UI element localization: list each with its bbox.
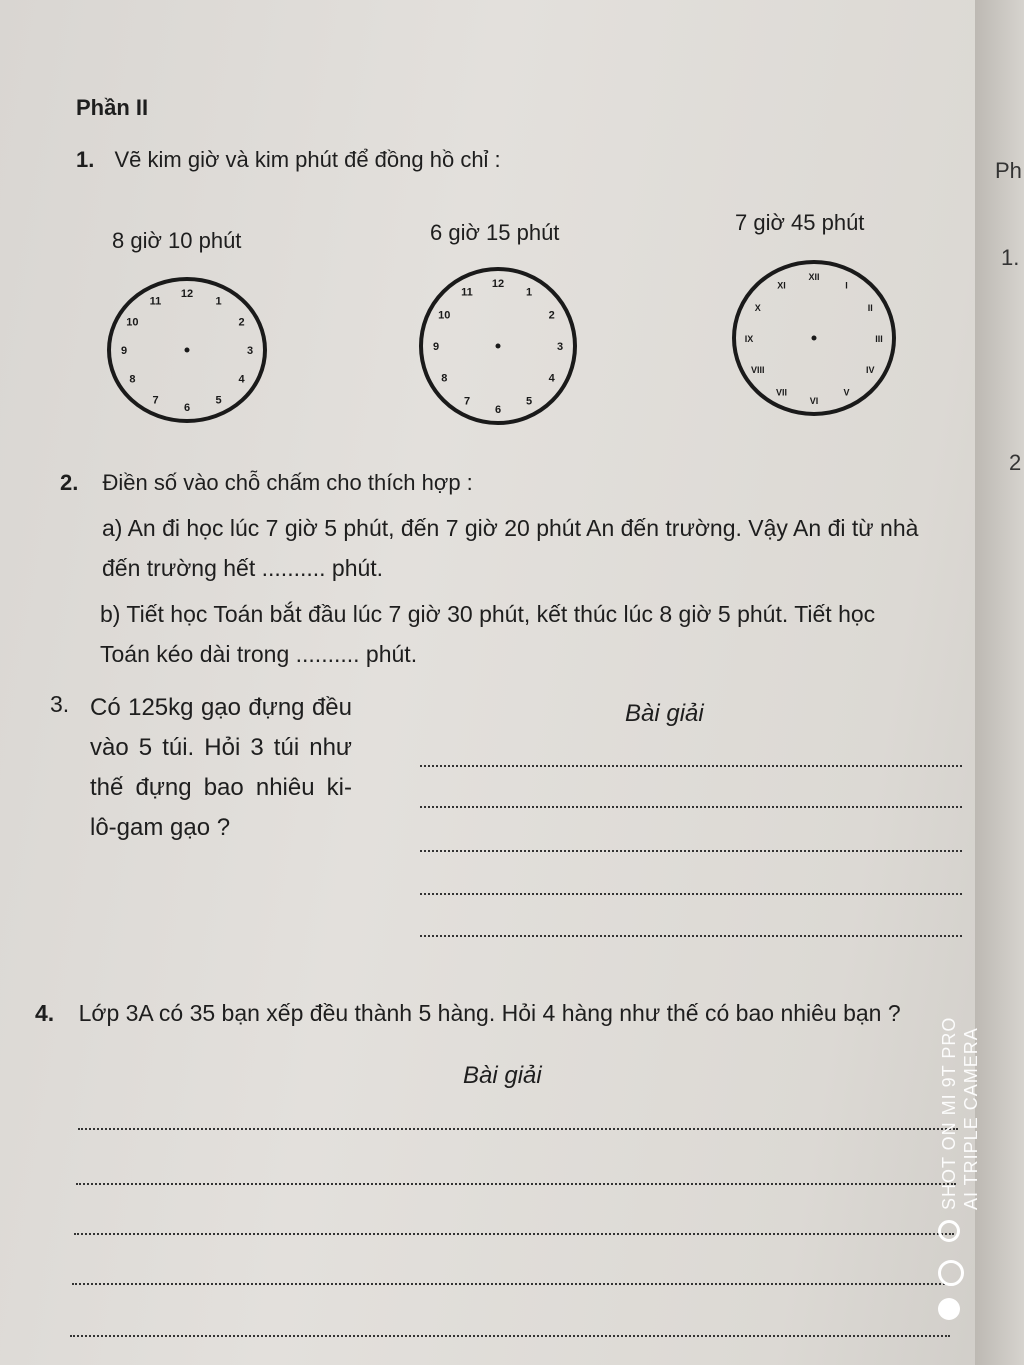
clock-numeral: 1	[215, 295, 222, 308]
clock-1-label: 8 giờ 10 phút	[112, 228, 242, 253]
clock-numeral: 12	[180, 288, 194, 300]
clock-numeral: I	[845, 280, 848, 291]
clock-2-label: 6 giờ 15 phút	[430, 220, 560, 245]
answer-line-4-4[interactable]	[72, 1283, 952, 1285]
clock-numeral: 11	[461, 286, 473, 299]
question-2b-line-2[interactable]: Toán kéo dài trong .......... phút.	[100, 641, 418, 667]
clock-face-1[interactable]	[100, 272, 275, 432]
question-4-text: Lớp 3A có 35 bạn xếp đều thành 5 hàng. Hỏi 4 hàng như thế có bao nhiêu bạn ?	[78, 1000, 901, 1026]
clock-numeral: 9	[120, 345, 128, 357]
answer-line-3-1[interactable]	[420, 765, 962, 767]
answer-line-3-3[interactable]	[420, 850, 962, 852]
question-2-number: 2.	[60, 470, 79, 495]
question-1-number: 1.	[76, 147, 95, 172]
question-3-text: Có 125kg gạo đựng đều vào 5 túi. Hỏi 3 túi như thế đựng bao nhiêu ki-lô-gam gạo ?	[90, 694, 352, 841]
clock-numeral: 7	[463, 395, 471, 408]
question-1	[76, 140, 501, 180]
camera-watermark-line-1: SHOT ON MI 9T PRO	[939, 1016, 959, 1210]
clock-numeral: XII	[808, 272, 820, 282]
answer-line-3-5[interactable]	[420, 935, 962, 937]
clock-numeral: VII	[775, 387, 788, 398]
adjacent-page-fragment-3: 2	[1009, 450, 1022, 475]
clock-numeral: VI	[809, 396, 819, 406]
clock-numeral: VIII	[750, 365, 765, 375]
clock-numeral: 1	[525, 286, 533, 299]
clock-numeral: 6	[183, 402, 191, 414]
question-4-number: 4.	[35, 1000, 55, 1026]
question-2	[60, 463, 473, 503]
question-2a-line-1: a) An đi học lúc 7 giờ 5 phút, đến 7 giờ 20 phút An đến trường. Vậy An đi từ nhà	[102, 515, 919, 541]
clock-3-label: 7 giờ 45 phút	[735, 210, 865, 235]
clock-numeral: 12	[491, 278, 505, 290]
clock-face-2[interactable]	[414, 262, 589, 434]
clock-numeral: 4	[548, 372, 555, 385]
clock-numeral: 9	[432, 341, 440, 353]
clock-numeral: 8	[129, 373, 136, 386]
clock-numeral: 2	[548, 309, 555, 322]
question-1-text: Vẽ kim giờ và kim phút để đồng hồ chỉ :	[114, 147, 501, 172]
answer-line-4-5[interactable]	[70, 1335, 950, 1337]
clock-numeral: 2	[238, 316, 245, 329]
adjacent-page-edge	[975, 0, 1024, 1365]
question-2a-line-2[interactable]: đến trường hết .......... phút.	[102, 555, 384, 581]
clock-numeral: V	[843, 387, 850, 398]
clock-numeral: IX	[744, 334, 754, 344]
question-2-text: Điền số vào chỗ chấm cho thích hợp :	[102, 470, 473, 495]
question-4-solution-label: Bài giải	[463, 1062, 542, 1089]
section-title: Phần II	[76, 95, 149, 120]
question-4	[35, 993, 901, 1033]
clock-numeral: XI	[777, 280, 786, 291]
watermark-ring-icon	[938, 1260, 964, 1286]
answer-line-3-2[interactable]	[420, 806, 962, 808]
watermark-ring-icon	[938, 1220, 960, 1242]
clock-numeral: 5	[525, 395, 533, 408]
clock-numeral: III	[875, 334, 883, 344]
question-3-solution-label: Bài giải	[625, 700, 704, 727]
clock-numeral: 10	[438, 309, 451, 322]
answer-line-4-1[interactable]	[78, 1128, 958, 1130]
clock-numeral: 8	[441, 372, 448, 385]
clock-numeral: 11	[149, 295, 162, 308]
camera-watermark-line-2: AI TRIPLE CAMERA	[961, 1027, 981, 1210]
answer-line-4-2[interactable]	[76, 1183, 956, 1185]
clock-numeral: 5	[215, 394, 222, 407]
clock-numeral: 10	[126, 316, 139, 329]
clock-numeral: 3	[556, 341, 564, 353]
camera-watermark-text	[938, 1017, 982, 1210]
clock-numeral: IV	[866, 365, 875, 375]
watermark-dot-icon	[938, 1298, 960, 1320]
answer-line-3-4[interactable]	[420, 893, 962, 895]
clock-numeral: II	[867, 303, 873, 313]
question-2b-line-1: b) Tiết học Toán bắt đầu lúc 7 giờ 30 phút, kết thúc lúc 8 giờ 5 phút. Tiết học	[100, 601, 876, 627]
clock-numeral: 7	[152, 394, 159, 407]
clock-numeral: 6	[494, 404, 502, 416]
answer-line-4-3[interactable]	[74, 1233, 954, 1235]
adjacent-page-fragment-2: 1.	[1001, 245, 1020, 270]
adjacent-page-fragment-1: Ph	[995, 158, 1022, 183]
question-3-number: 3.	[50, 691, 70, 717]
camera-watermark	[930, 980, 980, 1320]
clock-numeral: 4	[238, 373, 245, 386]
clock-numeral: 3	[246, 345, 254, 357]
clock-numeral: X	[754, 303, 761, 313]
clock-face-3[interactable]	[724, 255, 904, 427]
